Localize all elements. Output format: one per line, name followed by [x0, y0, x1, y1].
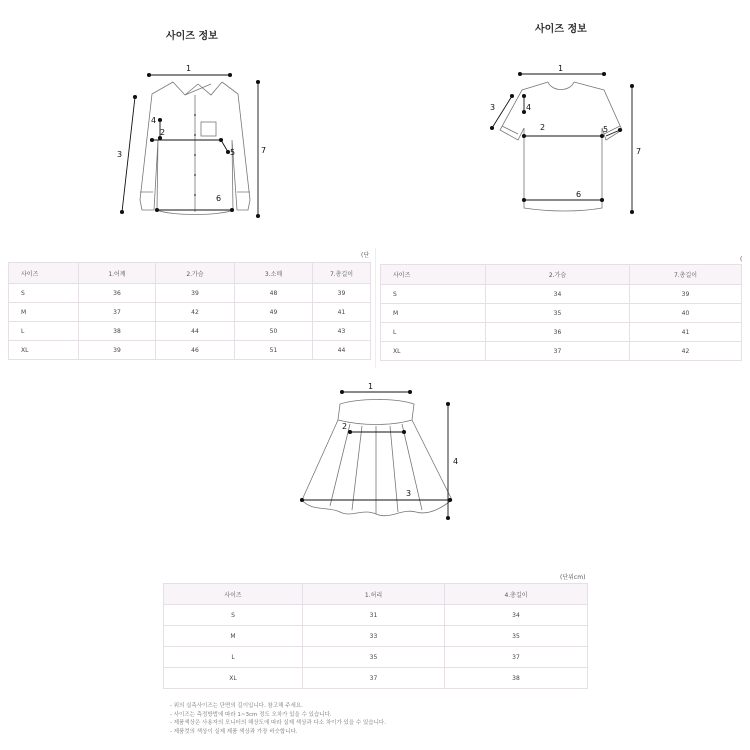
table-cell: 39: [79, 341, 156, 360]
tshirt-header-size: 사이즈: [381, 265, 486, 285]
tshirt-label-1: 1: [558, 64, 564, 73]
tshirt-label-2: 2: [540, 123, 546, 132]
table-cell: S: [9, 284, 79, 303]
skirt-label-1: 1: [368, 382, 374, 391]
table-row: [164, 668, 588, 689]
skirt-size-table: [163, 583, 588, 689]
table-cell: 35: [303, 647, 445, 668]
shirt-unit-label: (단: [361, 252, 370, 259]
table-cell: 37: [486, 342, 630, 361]
table-cell: 34: [445, 605, 588, 626]
tshirt-header-chest: 2.가슴: [486, 265, 630, 285]
table-cell: 37: [303, 668, 445, 689]
table-row: [381, 323, 742, 342]
skirt-label-2: 2: [342, 422, 348, 431]
shirt-size-table: [8, 262, 371, 360]
shirt-label-5: 5: [230, 148, 236, 157]
table-cell: 38: [445, 668, 588, 689]
table-row: [9, 303, 371, 322]
table-row: [9, 284, 371, 303]
table-cell: 39: [630, 285, 742, 304]
table-row: [164, 647, 588, 668]
table-cell: 34: [486, 285, 630, 304]
table-cell: L: [381, 323, 486, 342]
skirt-unit-label: (단위cm): [560, 574, 586, 581]
table-cell: XL: [381, 342, 486, 361]
skirt-diagram: [290, 378, 470, 528]
table-row: [381, 304, 742, 323]
skirt-header-waist: 1.허리: [303, 584, 445, 605]
tshirt-label-3: 3: [490, 103, 496, 112]
skirt-header-size: 사이즈: [164, 584, 303, 605]
table-cell: 51: [235, 341, 313, 360]
table-row: [381, 285, 742, 304]
table-cell: 33: [303, 626, 445, 647]
table-cell: 42: [630, 342, 742, 361]
table-cell: 44: [313, 341, 371, 360]
skirt-header-length: 4.총길이: [445, 584, 588, 605]
table-cell: 42: [156, 303, 235, 322]
table-cell: 31: [303, 605, 445, 626]
tshirt-diagram: [480, 60, 660, 220]
table-cell: 36: [79, 284, 156, 303]
table-cell: 50: [235, 322, 313, 341]
note-line: - 제품색상은 사용자의 모니터의 해상도에 따라 실제 색상과 다소 차이가 있을 수 있습니다.: [170, 720, 386, 726]
tshirt-label-4: 4: [526, 103, 532, 112]
table-cell: 37: [445, 647, 588, 668]
tshirt-size-table: [380, 264, 742, 361]
shirt-label-4: 4: [151, 116, 157, 125]
table-row: [164, 605, 588, 626]
table-cell: 44: [156, 322, 235, 341]
tshirt-label-5: 5: [603, 125, 609, 134]
table-row: [164, 626, 588, 647]
table-row: [9, 322, 371, 341]
table-cell: 41: [313, 303, 371, 322]
notes: [170, 702, 386, 736]
shirt-label-3: 3: [117, 150, 123, 159]
shirt-header-length: 7.총길이: [313, 263, 371, 284]
tshirt-header-length: 7.총길이: [630, 265, 742, 285]
note-line: - 위의 실측사이즈는 단면의 길이입니다. 참고해 주세요.: [170, 703, 303, 709]
shirt-header-chest: 2.가슴: [156, 263, 235, 284]
note-line: - 사이즈는 측정방법에 따라 1~3cm 정도 오차가 있을 수 있습니다.: [170, 711, 332, 718]
table-cell: 40: [630, 304, 742, 323]
note-line: - 제품컷의 색상이 실제 제품 색상과 가장 비슷합니다.: [170, 728, 298, 735]
skirt-label-3: 3: [406, 489, 412, 498]
shirt-label-7: 7: [261, 146, 267, 155]
shirt-label-6: 6: [216, 194, 222, 203]
table-cell: 48: [235, 284, 313, 303]
shirt-label-1: 1: [186, 64, 192, 73]
shirt-header-shoulder: 1.어깨: [79, 263, 156, 284]
table-cell: XL: [9, 341, 79, 360]
skirt-label-4: 4: [453, 457, 459, 466]
table-cell: M: [9, 303, 79, 322]
table-row: [9, 341, 371, 360]
table-cell: 35: [486, 304, 630, 323]
shirt-diagram: [100, 60, 400, 290]
shirt-header-size: 사이즈: [9, 263, 79, 284]
shirt-label-2: 2: [160, 128, 166, 137]
tshirt-size-info-title: 사이즈 정보: [535, 24, 587, 35]
table-cell: L: [9, 322, 79, 341]
tshirt-label-6: 6: [576, 190, 582, 199]
table-cell: 38: [79, 322, 156, 341]
table-cell: S: [381, 285, 486, 304]
table-cell: M: [164, 626, 303, 647]
table-cell: 39: [156, 284, 235, 303]
shirt-size-info-title: 사이즈 정보: [166, 31, 218, 42]
table-cell: 39: [313, 284, 371, 303]
table-cell: M: [381, 304, 486, 323]
table-cell: L: [164, 647, 303, 668]
tshirt-unit-label: (: [740, 256, 743, 263]
table-cell: 49: [235, 303, 313, 322]
table-row: [381, 342, 742, 361]
table-cell: 41: [630, 323, 742, 342]
table-cell: 36: [486, 323, 630, 342]
table-cell: XL: [164, 668, 303, 689]
divider: [375, 248, 376, 368]
table-cell: S: [164, 605, 303, 626]
tshirt-label-7: 7: [636, 147, 642, 156]
table-cell: 46: [156, 341, 235, 360]
table-cell: 43: [313, 322, 371, 341]
table-cell: 37: [79, 303, 156, 322]
table-cell: 35: [445, 626, 588, 647]
shirt-header-sleeve: 3.소매: [235, 263, 313, 284]
